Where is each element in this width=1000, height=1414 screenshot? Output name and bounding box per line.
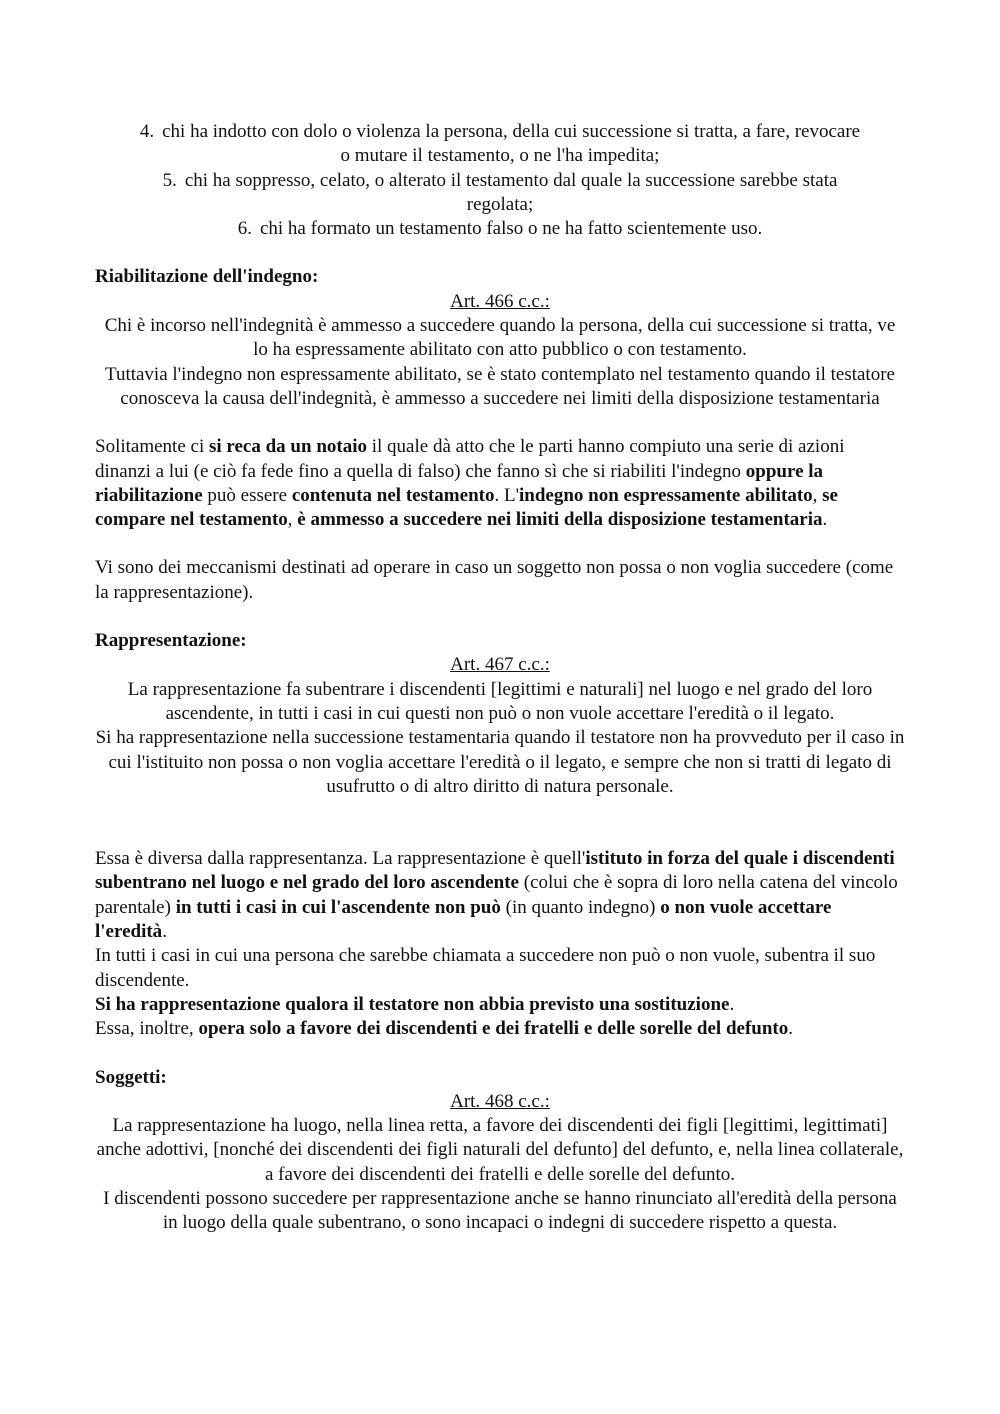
document-page [95,120,905,1236]
paragraph-meccanismi: Vi sono dei meccanismi destinati ad operare in caso un soggetto non possa o non voglia succedere (come la rappresentazione). [95,557,894,603]
list-text: chi ha formato un testamento falso o ne ha fatto scientemente uso. [259,218,763,240]
section-heading-soggetti: Soggetti: [95,1066,167,1088]
paragraph-sostituzione: Si ha rappresentazione qualora il testatore non abbia previsto una sostituzione. [95,993,735,1015]
list-number: 6. [237,218,252,240]
list-item [95,120,905,169]
list-text: chi ha soppresso, celato, o alterato il testamento dal quale la successione sarebbe stata regolata; [184,169,838,215]
article-text-468-p1: La rappresentazione ha luogo, nella linea retta, a favore dei discendenti dei figli [legittimi, legittimati] anche adottivi, [nonché dei discendenti dei figli naturali del defunto] del defunto, e, nella linea collaterale, a favore dei discendenti dei fratelli e delle sorelle del defunto. [96,1115,904,1185]
list-number: 5. [162,169,177,191]
section-heading-rappresentazione: Rappresentazione: [95,630,247,652]
paragraph-riabilitazione: Solitamente ci si reca da un notaio il quale dà atto che le parti hanno compiuto una serie di azioni dinanzi a lui (e ciò fa fede fino a quella di falso) che fanno sì che si riabiliti l'indegno oppure la riabilitazione può essere contenuta nel testamento. L'indegno non espressamente abilitato, se compare nel testamento, è ammesso a succedere nei limiti della disposizione testamentaria. [95,436,845,531]
article-text-468-p2: I discendenti possono succedere per rappresentazione anche se hanno rinunciato all'eredità della persona in luogo della quale subentrano, o sono incapaci o indegni di succedere rispetto a questa. [103,1187,897,1234]
list-text: chi ha indotto con dolo o violenza la persona, della cui successione si tratta, a fare, revocare o mutare il testamento, o ne l'ha impedita; [162,121,861,167]
article-text-467-p2: Si ha rappresentazione nella successione testamentaria quando il testatore non ha provveduto per il caso in cui l'istituito non possa o non voglia accettare l'eredità o il legato, e sempre che non si tratti di legato di usufrutto o di altro diritto di natura personale. [95,727,905,797]
section-heading-riabilitazione: Riabilitazione dell'indegno: [95,266,319,288]
list-item [95,217,905,241]
article-text-467-p1: La rappresentazione fa subentrare i discendenti [legittimi e naturali] nel luogo e nel grado del loro ascendente, in tutti i casi in cui questi non può o non vuole accettare l'eredità o il legato. [127,678,873,724]
article-text-466-p1: Chi è incorso nell'indegnità è ammesso a succedere quando la persona, della cui successione si tratta, ve lo ha espressamente abilitato con atto pubblico o con testamento. [104,315,896,361]
paragraph-subentra: In tutti i casi in cui una persona che sarebbe chiamata a succedere non può o non vuole, subentra il suo discendente. [95,945,876,991]
list-number: 4. [139,121,155,142]
paragraph-rappresentanza: Essa è diversa dalla rappresentanza. La rappresentazione è quell'istituto in forza del quale i discendenti subentrano nel luogo e nel grado del loro ascendente (colui che è sopra di loro nella catena del vincolo parentale) in tutti i casi in cui l'ascendente non può (in quanto indegno) o non vuole accettare l'eredità. [95,848,898,943]
article-title-467: Art. 467 c.c.: [450,654,550,676]
article-title-468: Art. 468 c.c.: [450,1090,550,1112]
article-text-466-p2: Tuttavia l'indegno non espressamente abilitato, se è stato contemplato nel testamento quando il testatore conosceva la causa dell'indegnità, è ammesso a succedere nei limiti della disposizione testamentaria [105,363,895,409]
paragraph-favore: Essa, inoltre, opera solo a favore dei discendenti e dei fratelli e delle sorelle del defunto. [95,1018,793,1040]
article-title-466: Art. 466 c.c.: [450,290,550,312]
list-item [95,169,905,218]
numbered-list [95,120,905,241]
